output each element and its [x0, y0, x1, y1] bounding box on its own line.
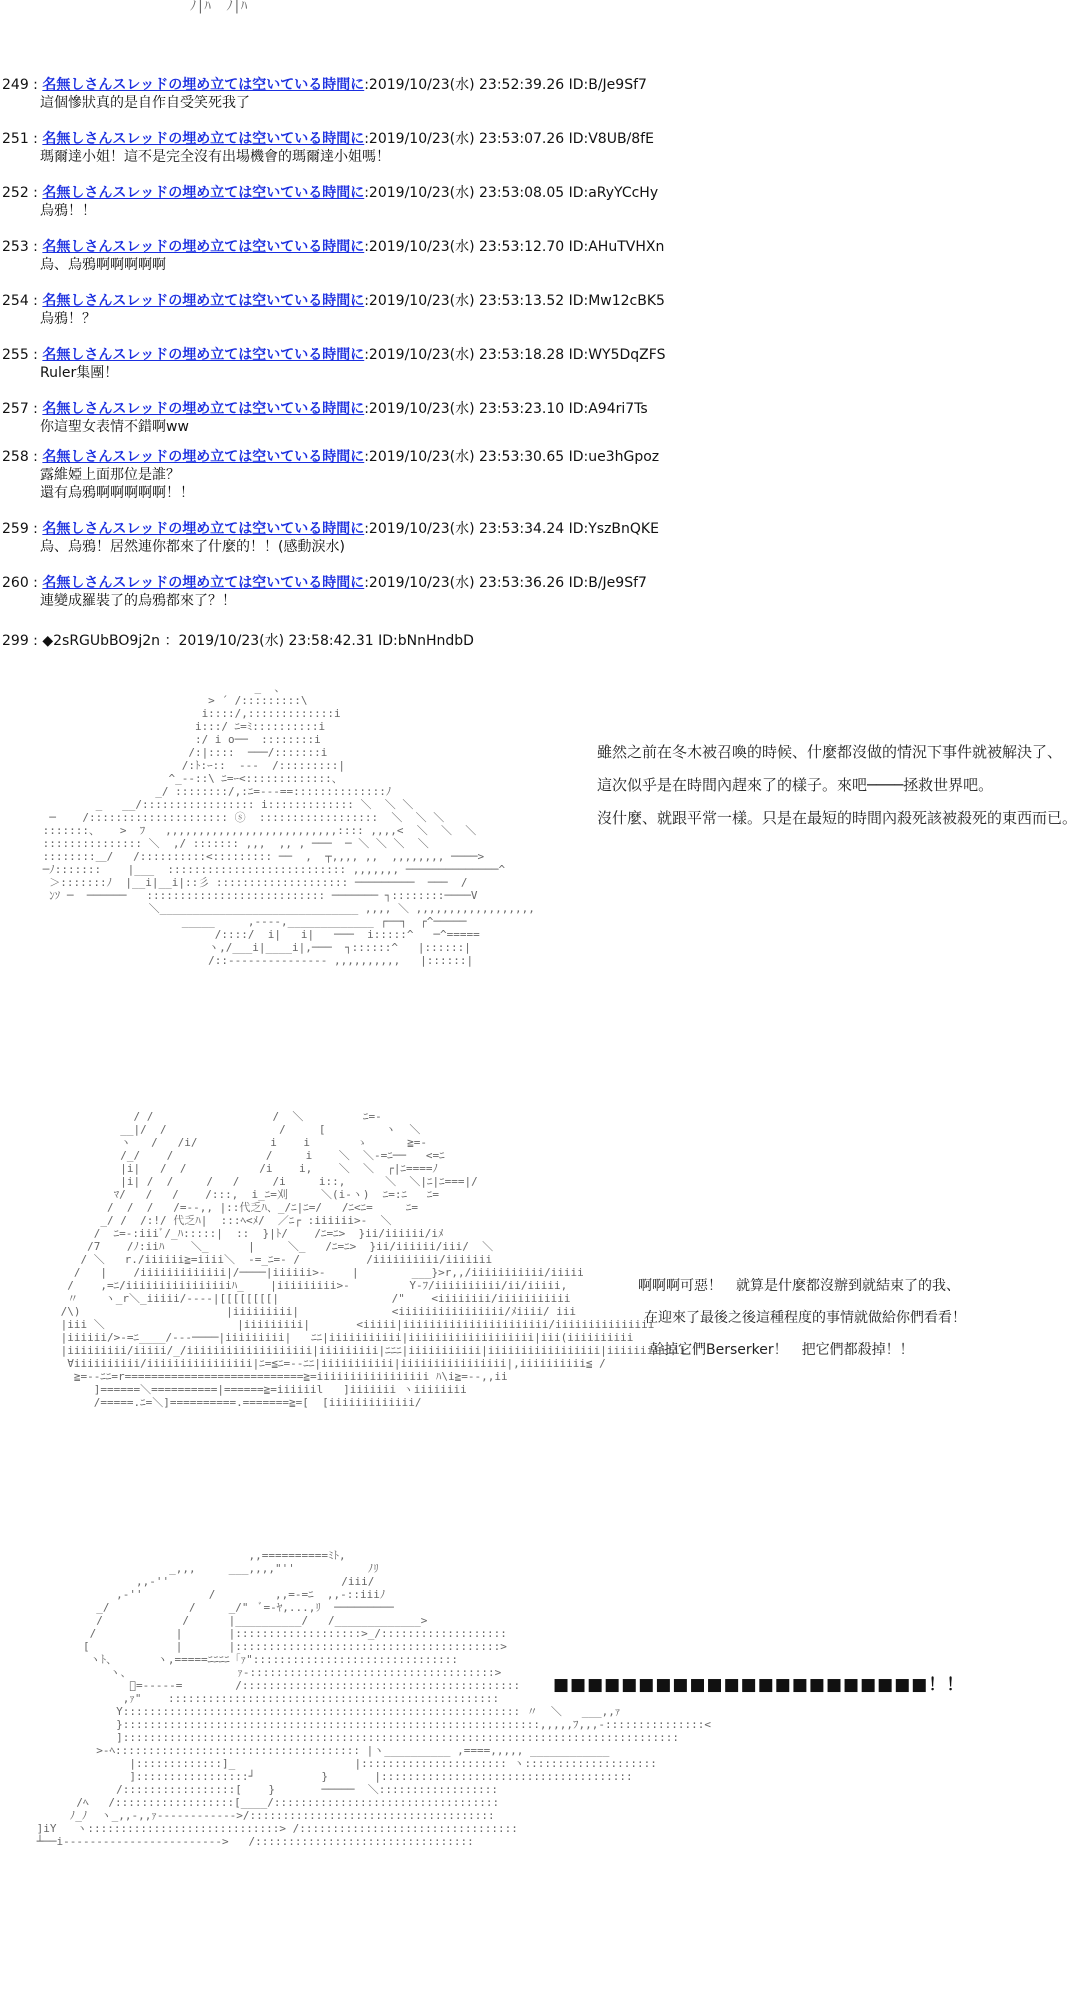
- post-meta: :2019/10/23(水) 23:53:23.10 ID:A94ri7Ts: [364, 401, 648, 417]
- caption-line: 這次似乎是在時間內趕來了的樣子。來吧────拯救世界吧。: [597, 776, 994, 794]
- post-number: 255: [2, 347, 29, 363]
- poster-name-link[interactable]: 名無しさんスレッドの埋め立ては空いている時間に: [42, 293, 365, 309]
- post: 251 : 名無しさんスレッドの埋め立ては空いている時間に:2019/10/23(水) 23:53:07.26 ID:V8UB/8fE 瑪爾達小姐！這不是完全沒有出場機會的瑪爾達小姐嗎！: [0, 130, 1090, 184]
- caption-block-1: [597, 736, 1077, 835]
- post-number: 254: [2, 293, 29, 309]
- post-meta: :2019/10/23(水) 23:53:18.28 ID:WY5DqZFS: [364, 347, 666, 363]
- poster-name-link[interactable]: 名無しさんスレッドの埋め立ては空いている時間に: [42, 239, 365, 255]
- post-line: 烏、烏鴉！居然連你都來了什麼的！！(感動淚水): [40, 539, 345, 555]
- post-number: 258: [2, 449, 29, 465]
- post-line: 你這聖女表情不錯啊ww: [40, 419, 189, 435]
- shout-text: ■■■■■■■■■■■■■■■■■■■■■■！！: [553, 1675, 965, 1695]
- post-meta: :2019/10/23(水) 23:53:07.26 ID:V8UB/8fE: [364, 131, 654, 147]
- ascii-art-figure-2: / / / ＼ ﾆ=- __|/ / / [ ヽ ＼ ヽ / /i/ i i ゝ ≧=- /_/ / / i ＼ ＼-=ﾆ── <=ﾆ |i| / / /i i, ＼ ＼ ┌|ﾆ====ﾉ |i| / / / / /i i::, ＼ ＼|ﾆ|ﾆ===|/ ﾏ/ / / /:::, i_ﾆ=刈 ＼(i-ヽ) ﾆ=:ﾆ ﾆ= / / / /=--,, |::代乏ﾊ、_/ﾆ|ﾆ=/ /ﾆ<ﾆ= ﾆ= _/ / /:!/ 代乏ﾊ| :::ﾍ<ﾒ/ ／ﾆ┌ :iiiiii>- ＼ / ﾆ=-:iiiﾞ/_ﾊ:::::| :: }|ﾄ/ /ﾆ=ﾆ> }ii/iiiiii/iﾒ /7 /ﾉ:iiﾊ ＼_ | ＼_ /ﾆ=ﾆ> }ii/iiiiii/iii/ ＼ / ＼ r./iiiiii≧=iiii＼ -=_ﾆ=- / /iiiiiiiiii/iiiiiii / | /iiiiiiiiiiiii|/────|iiiiii>- | ___}>r,,/iiiiiiiiiii/iiiii / ,=ﾆ/iiiiiiiiiiiiiiiiﾊ_ |iiiiiiiii>- Y-ﾌ/iiiiiiiiii/ii/iiiii, 〃 ヽ_r＼_iiiii/----|[[[[[[[[| /" <iiiiiiii/iiiiiiiiiii /\) |iiiiiiiii| <iiiiiiiiiiiiiiii/ﾒiiii/ iii |iii ＼ |iiiiiiiii| <iiiii|iiiiiiiiiiiiiiiiiiiiii/iiiiiiiiiiiiiii |iiiiii/>-=ﾆ____/---────|iiiiiiiii| ﾆﾆ|iiiiiiiiiii|iiiiiiiiiiiiiiiiiii|iii(iiiiiiiiii |iiiiiiiii/iiiii/_/iiiiiiiiiiiiiiiiiii|iiiiiiiii|ﾆﾆﾆ|iiiiiiiiiii|iiiiiiiiiiiiiiiii|iiiiiiiiiiii ∀iiiiiiiiii/iiiiiiiiiiiiiiii|ﾆ=≦ﾆ=--ﾆﾆ|iiiiiiiiiii|iiiiiiiiiiiiiiii|,iiiiiiiiii≦ / ≧=--ﾆﾆ=r===========================≧=iiiiiiiiiiiiiiiii ﾊ\i≧=--,,ii ]======＼==========|======≧=iiiiiil ]iiiiiii ヽiiiiiiii /=====.ﾆ=＼]==========.=======≧=[ [iiiiiiiiiiiii/: [60, 1110, 687, 1409]
- tripcode-meta: ◆2sRGUbBO9j2n ：2019/10/23(水) 23:58:42.31 ID:bNnHndbD: [42, 633, 474, 649]
- ascii-art-figure-3: ,,==========ﾐﾄ, _,,, ___,,,,"'' ﾉﾘ ,,-'' /iii/ ,-'' / ,,=-=ﾆ ,,-::iiiﾉ _/ / _/" ﾞ=-ﾔ,...,ﾘ ───────── / / |__________/ /_____________> / | |:::::::::::::::::::>_/::::::::::::::::::: [ | |::::::::::::::::::::::::::::::::::::::::> ヽﾄ、 ヽ,=====ﾆﾆﾆﾆ「ｧ"::::::::::::::::::::::::::::::: ヽ、 ｧ-:::::::::::::::::::::::::::::::::::::> ﾞ=-----= /:::::::::::::::::::::::::::::::::::::::::: ,ｧ" :::::::::::::::::::::::::::::::::::::::::::::::::: Y:::::::::::::::::::::::::::::::::::::::::::::::::::::::::::: 〃 ＼ ___,,ｧ }:::::::::::::::::::::::::::::::::::::::::::::::::::::::::::::::,,,,,ﾌ,,,-:::::::::::::::< ]:::::::::::::::::::::::::::::::::::::::::::::::::::::::::::::::::::::::::::::::::::: >-ﾍ::::::::::::::::::::::::::::::::::::: |ヽ__________ ,====,,,,, ____________ |:::::::::::::]_ |:::::::::::::::::::::: ヽ:::::::::::::::::::: ]:::::::::::::::::┘ } |:::::::::::::::::::::::::::::::::::::: /:::::::::::::::::[ } ───── ＼:::::::::::::::::: /ﾍ /::::::::::::::::::[____/:::::::::::::::::::::::::::::::::: ﾉ_ﾉ ヽ_,,-,,ｧ------------>/::::::::::::::::::::::::::::::::::::: ]iY ヽ:::::::::::::::::::::::::::::> /::::::::::::::::::::::::::::::::: ┴──i------------------------> /:::::::::::::::::::::::::::::::::: [36, 1549, 712, 1848]
- post-meta: :2019/10/23(水) 23:53:12.70 ID:AHuTVHXn: [364, 239, 665, 255]
- post-number: 251: [2, 131, 29, 147]
- post: 258 : 名無しさんスレッドの埋め立ては空いている時間に:2019/10/23(水) 23:53:30.65 ID:ue3hGpoz 露維婭上面那位是誰？ 還有烏鴉啊啊啊啊啊！！: [0, 448, 1090, 520]
- poster-name-link[interactable]: 名無しさんスレッドの埋め立ては空いている時間に: [42, 521, 365, 537]
- post-number: 260: [2, 575, 29, 591]
- post-line: 烏鴉！！: [40, 203, 96, 219]
- post: 255 : 名無しさんスレッドの埋め立ては空いている時間に:2019/10/23(水) 23:53:18.28 ID:WY5DqZFS Ruler集團！: [0, 346, 1090, 400]
- post-number: 253: [2, 239, 29, 255]
- caption-line: 幹掉它們Berserker！ 把它們都殺掉！！: [650, 1342, 914, 1358]
- post-line: 還有烏鴉啊啊啊啊啊！！: [40, 485, 194, 501]
- post: 254 : 名無しさんスレッドの埋め立ては空いている時間に:2019/10/23(水) 23:53:13.52 ID:Mw12cBK5 烏鴉！？: [0, 292, 1090, 346]
- post-number: 257: [2, 401, 29, 417]
- caption-block-2: [638, 1270, 966, 1366]
- caption-line: 沒什麼、就跟平常一樣。只是在最短的時間內殺死該被殺死的東西而已。: [597, 809, 1078, 827]
- caption-line: 在迎來了最後之後這種程度的事情就做給你們看看！: [644, 1310, 966, 1326]
- poster-name-link[interactable]: 名無しさんスレッドの埋め立ては空いている時間に: [42, 347, 365, 363]
- ascii-art-figure-1: _ 、 > ´ /:::::::::\ i::::/,:::::::::::::i i:::/ ﾆ=ﾐ::::::::::i :/ i o── ::::::::i /:|:::: ───/:::::::i /:ﾄ:ｰ:: --- /:::::::::| ^_--::\ ﾆ=ｰ<:::::::::::::、 _/ ::::::::/,:ﾆ=---==::::::::::::::ﾉ _ __/::::::::::::::::: i::::::::::::: ＼ ＼ ＼ ─ /::::::::::::::::::::: ⓢ :::::::::::::::::: ＼ ＼ ＼ :::::::、 > ﾌ ,,,,,,,,,,,,,,,,,,,,,,,,,,:::: ,,,,< ＼ ＼ ＼ ::::::::::::::: ＼ ,/ ::::::: ,,, ,, , ─── ─ ＼ ＼ ＼ ＼ ::::::::＿/ /::::::::::<::::::::: ── , ┬,,,, ,, ,,,,,,,, ────> ─ﾉ::::::: |___ ::::::::::::::::::::::::::: ,,,,,,, ──────────────^ ＞:::::::ﾉ |__i|__i|::彡 :::::::::::::::::::: ───────── ─── / ﾝｿ ─ ────── ::::::::::::::::::::::::::: ─────── ┐::::::::────V ＼______________________________ ,,,, ＼ ,,,,,,,,,,,,,,,,,, _____ ,----,_____________ ┌──┐ ┌^───── /::::/ i| i| ─── i:::::^ ─^===== ヽ,/___i|____i|,─── ┐::::::^ |::::::| /::--------------- ,,,,,,,,,, |::::::|: [42, 681, 535, 967]
- post-line: 這個慘狀真的是自作自受笑死我了: [40, 95, 250, 111]
- post: 257 : 名無しさんスレッドの埋め立ては空いている時間に:2019/10/23(水) 23:53:23.10 ID:A94ri7Ts 你這聖女表情不錯啊ww: [0, 400, 1090, 448]
- caption-line: 啊啊啊可惡！ 就算是什麼都沒辦到就結束了的我、: [638, 1278, 960, 1294]
- post-meta: :2019/10/23(水) 23:53:36.26 ID:B/Je9Sf7: [364, 575, 647, 591]
- post: 249 : 名無しさんスレッドの埋め立ては空いている時間に:2019/10/23(水) 23:52:39.26 ID:B/Je9Sf7 這個慘狀真的是自作自受笑死我了: [0, 76, 1090, 130]
- caption-line: 雖然之前在冬木被召喚的時候、什麼都沒做的情況下事件就被解決了、: [597, 743, 1063, 761]
- post-line: 連變成羅裝了的烏鴉都來了？！: [40, 593, 236, 609]
- post: 252 : 名無しさんスレッドの埋め立ては空いている時間に:2019/10/23(水) 23:53:08.05 ID:aRyYCcHy 烏鴉！！: [0, 184, 1090, 238]
- poster-name-link[interactable]: 名無しさんスレッドの埋め立ては空いている時間に: [42, 77, 365, 93]
- poster-name-link[interactable]: 名無しさんスレッドの埋め立ては空いている時間に: [42, 401, 365, 417]
- post-number: 252: [2, 185, 29, 201]
- post: 259 : 名無しさんスレッドの埋め立ては空いている時間に:2019/10/23(水) 23:53:34.24 ID:YszBnQKE 烏、烏鴉！居然連你都來了什麼的！！(感動淚水): [0, 520, 1090, 574]
- poster-name-link[interactable]: 名無しさんスレッドの埋め立ては空いている時間に: [42, 575, 365, 591]
- post-line: Ruler集團！: [40, 365, 119, 381]
- post-list: [0, 76, 1090, 628]
- post-number: 249: [2, 77, 29, 93]
- post-meta: :2019/10/23(水) 23:53:13.52 ID:Mw12cBK5: [364, 293, 665, 309]
- post-meta: :2019/10/23(水) 23:53:30.65 ID:ue3hGpoz: [364, 449, 660, 465]
- poster-name-link[interactable]: 名無しさんスレッドの埋め立ては空いている時間に: [42, 449, 365, 465]
- post-line: 露維婭上面那位是誰？: [40, 467, 180, 483]
- poster-name-link[interactable]: 名無しさんスレッドの埋め立ては空いている時間に: [42, 185, 365, 201]
- post-line: 瑪爾達小姐！這不是完全沒有出場機會的瑪爾達小姐嗎！: [40, 149, 390, 165]
- post: 260 : 名無しさんスレッドの埋め立ては空いている時間に:2019/10/23(水) 23:53:36.26 ID:B/Je9Sf7 連變成羅裝了的烏鴉都來了？！: [0, 574, 1090, 628]
- post: 253 : 名無しさんスレッドの埋め立ては空いている時間に:2019/10/23(水) 23:53:12.70 ID:AHuTVHXn 烏、烏鴉啊啊啊啊啊: [0, 238, 1090, 292]
- poster-name-link[interactable]: 名無しさんスレッドの埋め立ては空いている時間に: [42, 131, 365, 147]
- post-number: 299: [2, 633, 29, 649]
- post-meta: :2019/10/23(水) 23:52:39.26 ID:B/Je9Sf7: [364, 77, 647, 93]
- post-number: 259: [2, 521, 29, 537]
- ascii-art-top-fragment: ﾉ|ﾊ ﾉ|ﾊ: [190, 0, 248, 14]
- post-line: 烏鴉！？: [40, 311, 96, 327]
- post-meta: :2019/10/23(水) 23:53:34.24 ID:YszBnQKE: [364, 521, 659, 537]
- post-line: 烏、烏鴉啊啊啊啊啊: [40, 257, 166, 273]
- post-meta: :2019/10/23(水) 23:53:08.05 ID:aRyYCcHy: [364, 185, 659, 201]
- final-post-header: 299 : ◆2sRGUbBO9j2n ：2019/10/23(水) 23:58:42.31 ID:bNnHndbD: [2, 633, 474, 649]
